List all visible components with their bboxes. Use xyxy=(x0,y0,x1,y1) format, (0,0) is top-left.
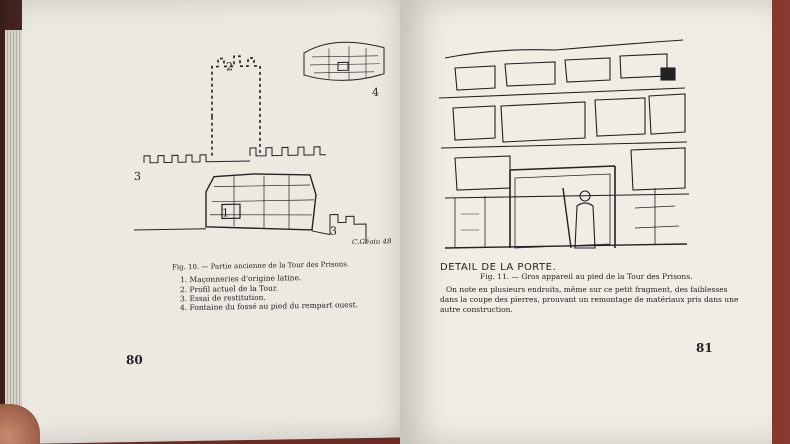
legend-item-1: 1. Maçonneries d'origine latine. xyxy=(180,273,302,285)
page-number-right: 81 xyxy=(696,341,713,355)
drawing-label-4: 4 xyxy=(372,85,379,99)
legend-item-2: 2. Profil actuel de la Tour. xyxy=(180,283,278,295)
right-page xyxy=(400,0,772,444)
drawing-label-2: 2 xyxy=(226,60,233,74)
drawing-label-1: 1 xyxy=(222,206,229,220)
tower-drawing xyxy=(134,33,404,248)
left-page xyxy=(22,0,422,444)
fig-11-caption: Fig. 11. — Gros appareil au pied de la Tour des Prisons. xyxy=(480,272,693,281)
legend-item-3: 3. Essai de restitution. xyxy=(180,292,266,304)
legend-item-4: 4. Fontaine du fossé au pied du rempart ouest. xyxy=(180,300,358,313)
door-drawing xyxy=(435,38,695,256)
fig-10-caption: Fig. 10. — Partie ancienne de la Tour des Prisons. xyxy=(172,260,350,272)
drawing-title: DETAIL DE LA PORTE. xyxy=(440,262,557,273)
drawing-label-3a: 3 xyxy=(134,169,141,184)
artist-signature: C.Gégiu 48 xyxy=(352,237,392,247)
drawing-label-3b: 3 xyxy=(330,224,337,238)
page-number-left: 80 xyxy=(126,352,143,368)
body-line-3: autre construction. xyxy=(440,305,513,314)
body-line-1: On note en plusieurs endroits, même sur ce petit fragment, des faiblesses xyxy=(446,285,728,294)
body-line-2: dans la coupe des pierres, prouvant un remontage de matériaux pris dans une xyxy=(440,295,739,304)
